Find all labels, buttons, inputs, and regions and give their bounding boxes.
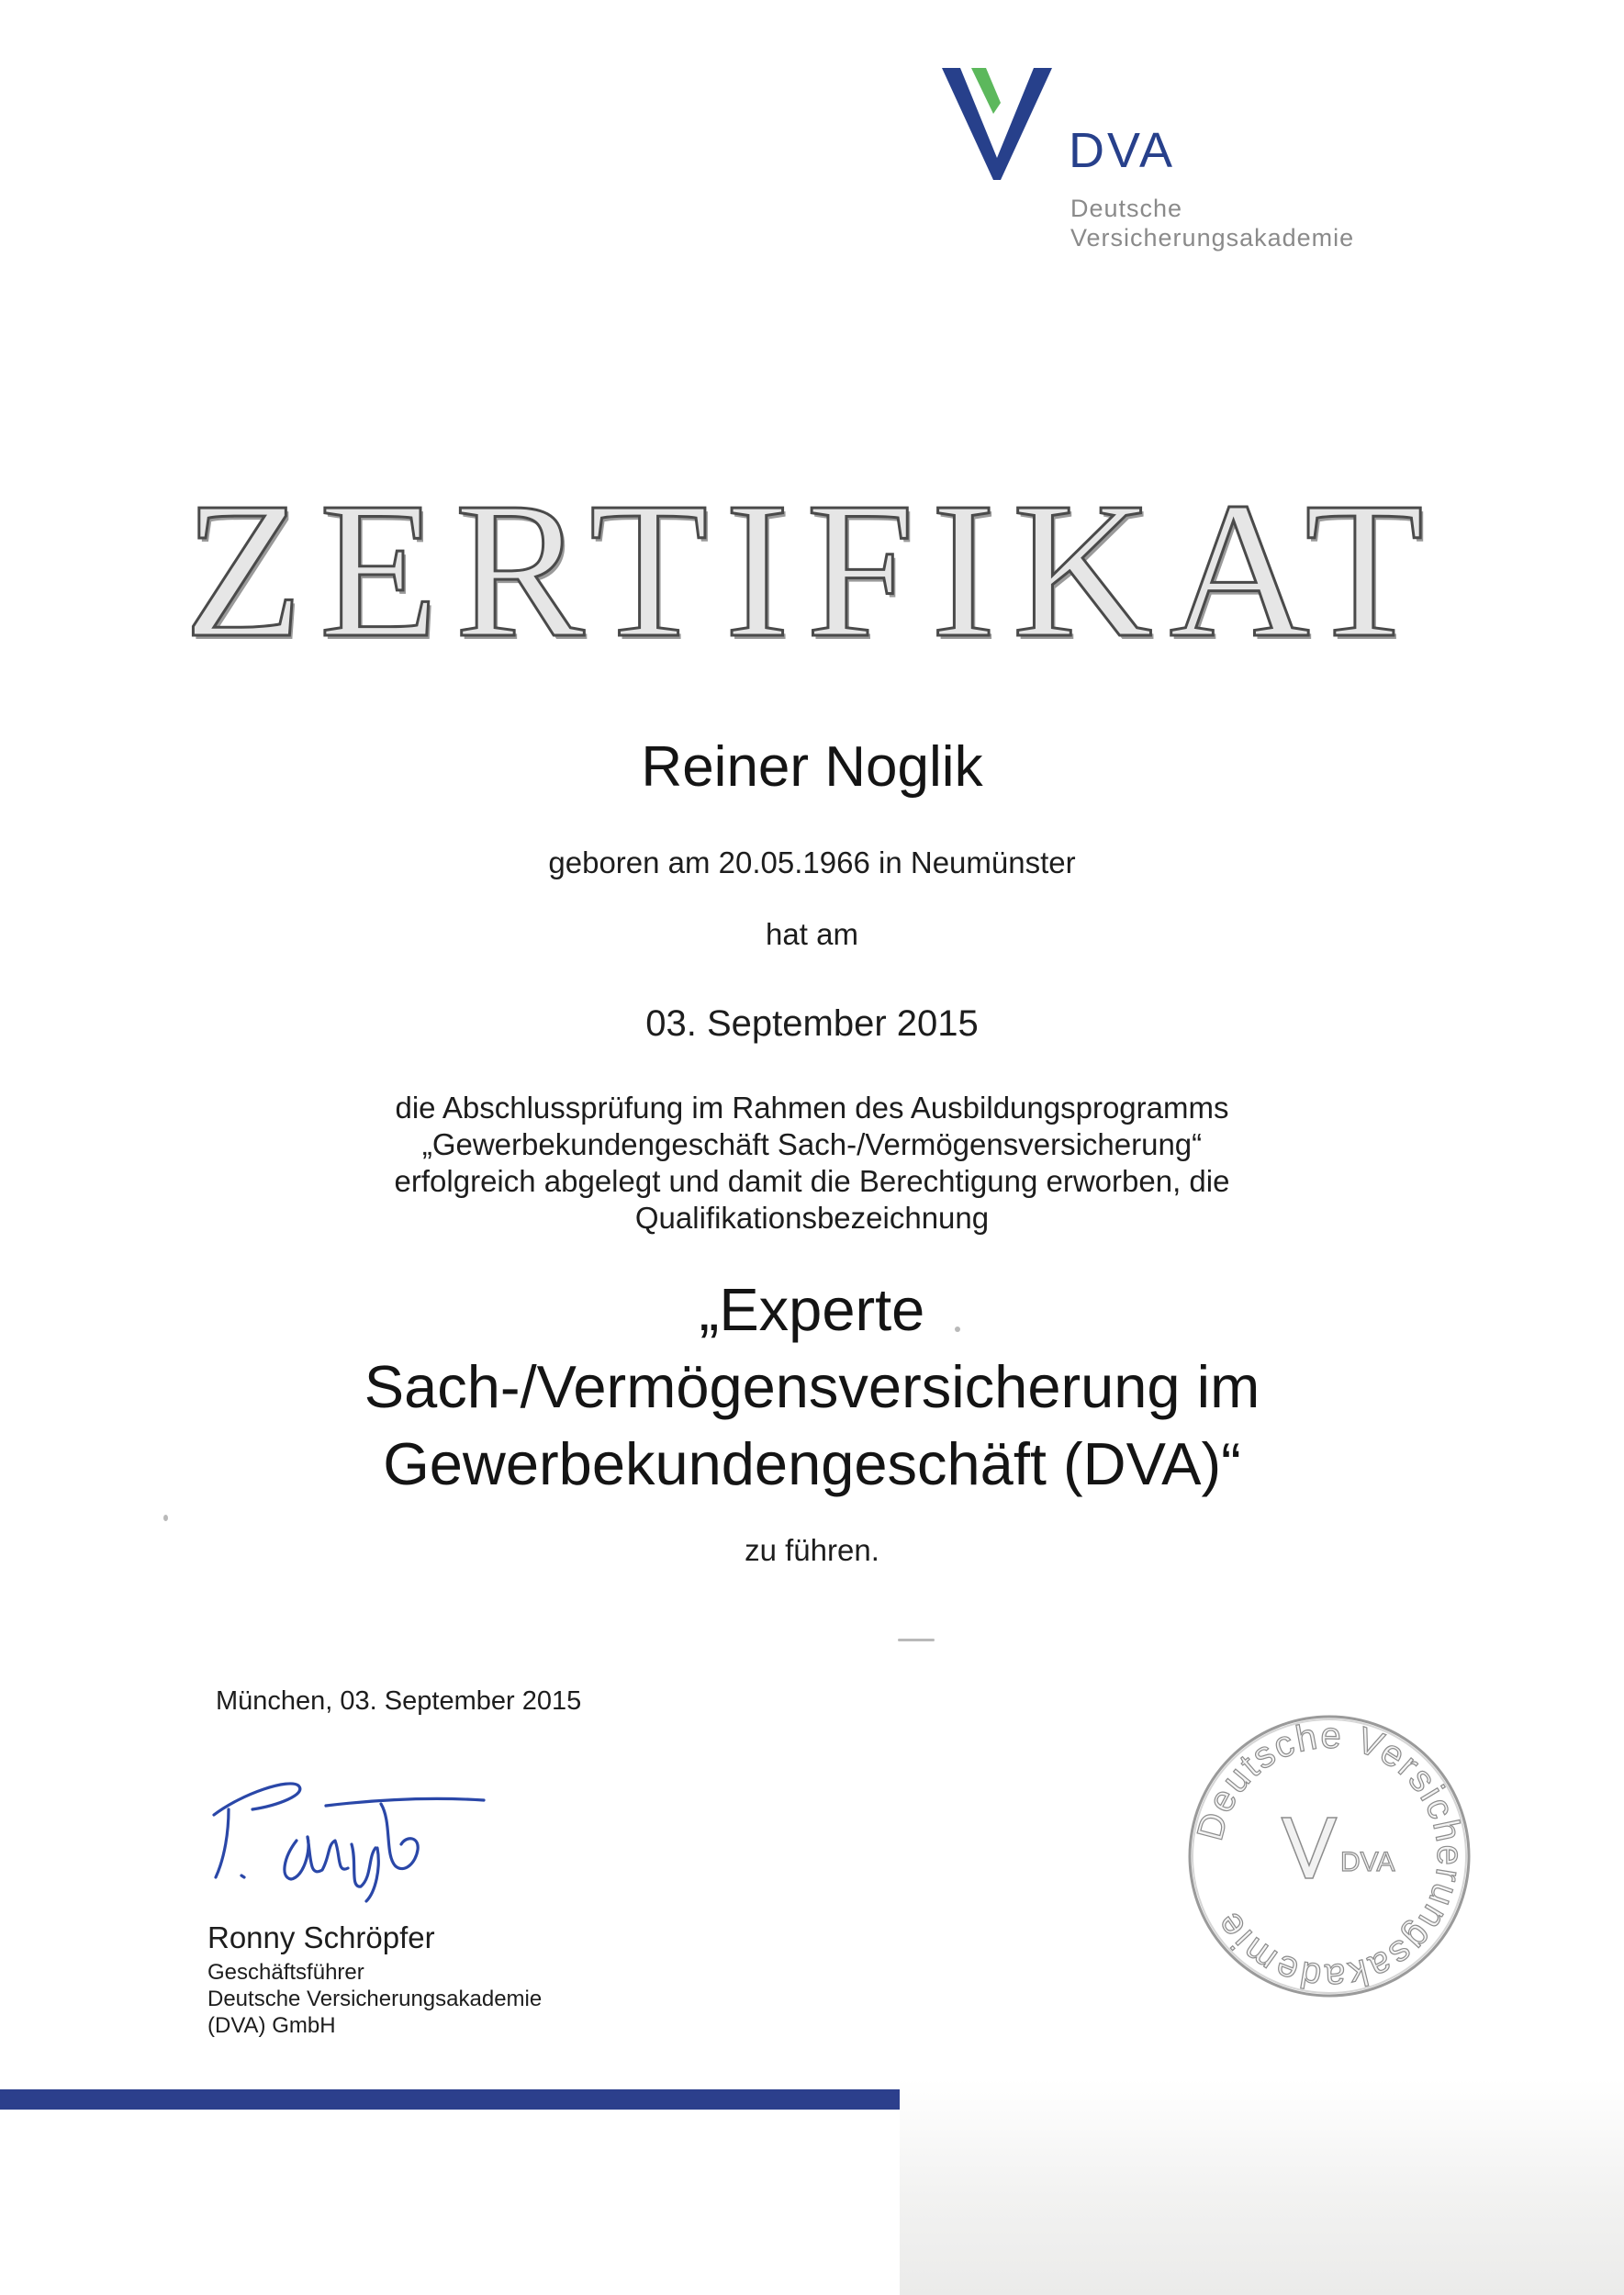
scan-speck bbox=[898, 1639, 935, 1641]
logo-subtitle-line2: Versicherungsakademie bbox=[1070, 224, 1355, 252]
dva-logo-mark-icon bbox=[940, 62, 1054, 182]
seal-logo-icon bbox=[1282, 1818, 1337, 1878]
birth-info: geboren am 20.05.1966 in Neumünster bbox=[548, 845, 1076, 879]
place-and-date: München, 03. September 2015 bbox=[216, 1686, 582, 1716]
exam-description bbox=[0, 1090, 1624, 1237]
hat-am-text: hat am bbox=[766, 917, 858, 951]
exam-date: 03. September 2015 bbox=[645, 1003, 979, 1044]
description-line: „Gewerbekundengeschäft Sach-/Vermögensversicherung“ bbox=[421, 1127, 1203, 1161]
qualification-line: „Experte bbox=[699, 1276, 925, 1343]
qualification-line: Sach-/Vermögensversicherung im bbox=[364, 1353, 1260, 1420]
footer-accent-bar bbox=[0, 2089, 900, 2110]
description-line: die Abschlussprüfung im Rahmen des Ausbildungsprogramms bbox=[395, 1091, 1229, 1125]
signer-name: Ronny Schröpfer bbox=[207, 1920, 435, 1954]
certificate-title: ZERTIFIKAT bbox=[184, 462, 1440, 677]
qualification-title bbox=[0, 1271, 1624, 1503]
seal-center-text: DVA bbox=[1340, 1847, 1395, 1877]
svg-text:Deutsche Versicherungsakademie: Deutsche Versicherungsakademie bbox=[1190, 1715, 1471, 1998]
qualification-line: Gewerbekundengeschäft (DVA)“ bbox=[383, 1430, 1241, 1497]
logo-subtitle-line1: Deutsche bbox=[1070, 195, 1183, 222]
recipient-name: Reiner Noglik bbox=[641, 735, 983, 799]
dva-embossed-seal bbox=[1182, 1709, 1476, 2003]
description-line: Qualifikationsbezeichnung bbox=[634, 1201, 990, 1235]
signer-org-line1: Deutsche Versicherungsakademie bbox=[207, 1987, 543, 2011]
signer-role: Geschäftsführer bbox=[207, 1960, 364, 1985]
signer-org-line2: (DVA) GmbH bbox=[207, 2013, 336, 2038]
signer-details bbox=[207, 1959, 542, 2039]
logo-abbreviation: DVA bbox=[1069, 123, 1176, 178]
dva-logo bbox=[940, 62, 1399, 274]
scan-speck bbox=[955, 1327, 960, 1332]
scan-speck bbox=[163, 1515, 168, 1521]
scan-shadow bbox=[900, 2079, 1624, 2295]
closing-text: zu führen. bbox=[745, 1533, 879, 1567]
handwritten-signature bbox=[188, 1749, 500, 1905]
description-line: erfolgreich abgelegt und damit die Berechtigung erworben, die bbox=[394, 1164, 1230, 1198]
